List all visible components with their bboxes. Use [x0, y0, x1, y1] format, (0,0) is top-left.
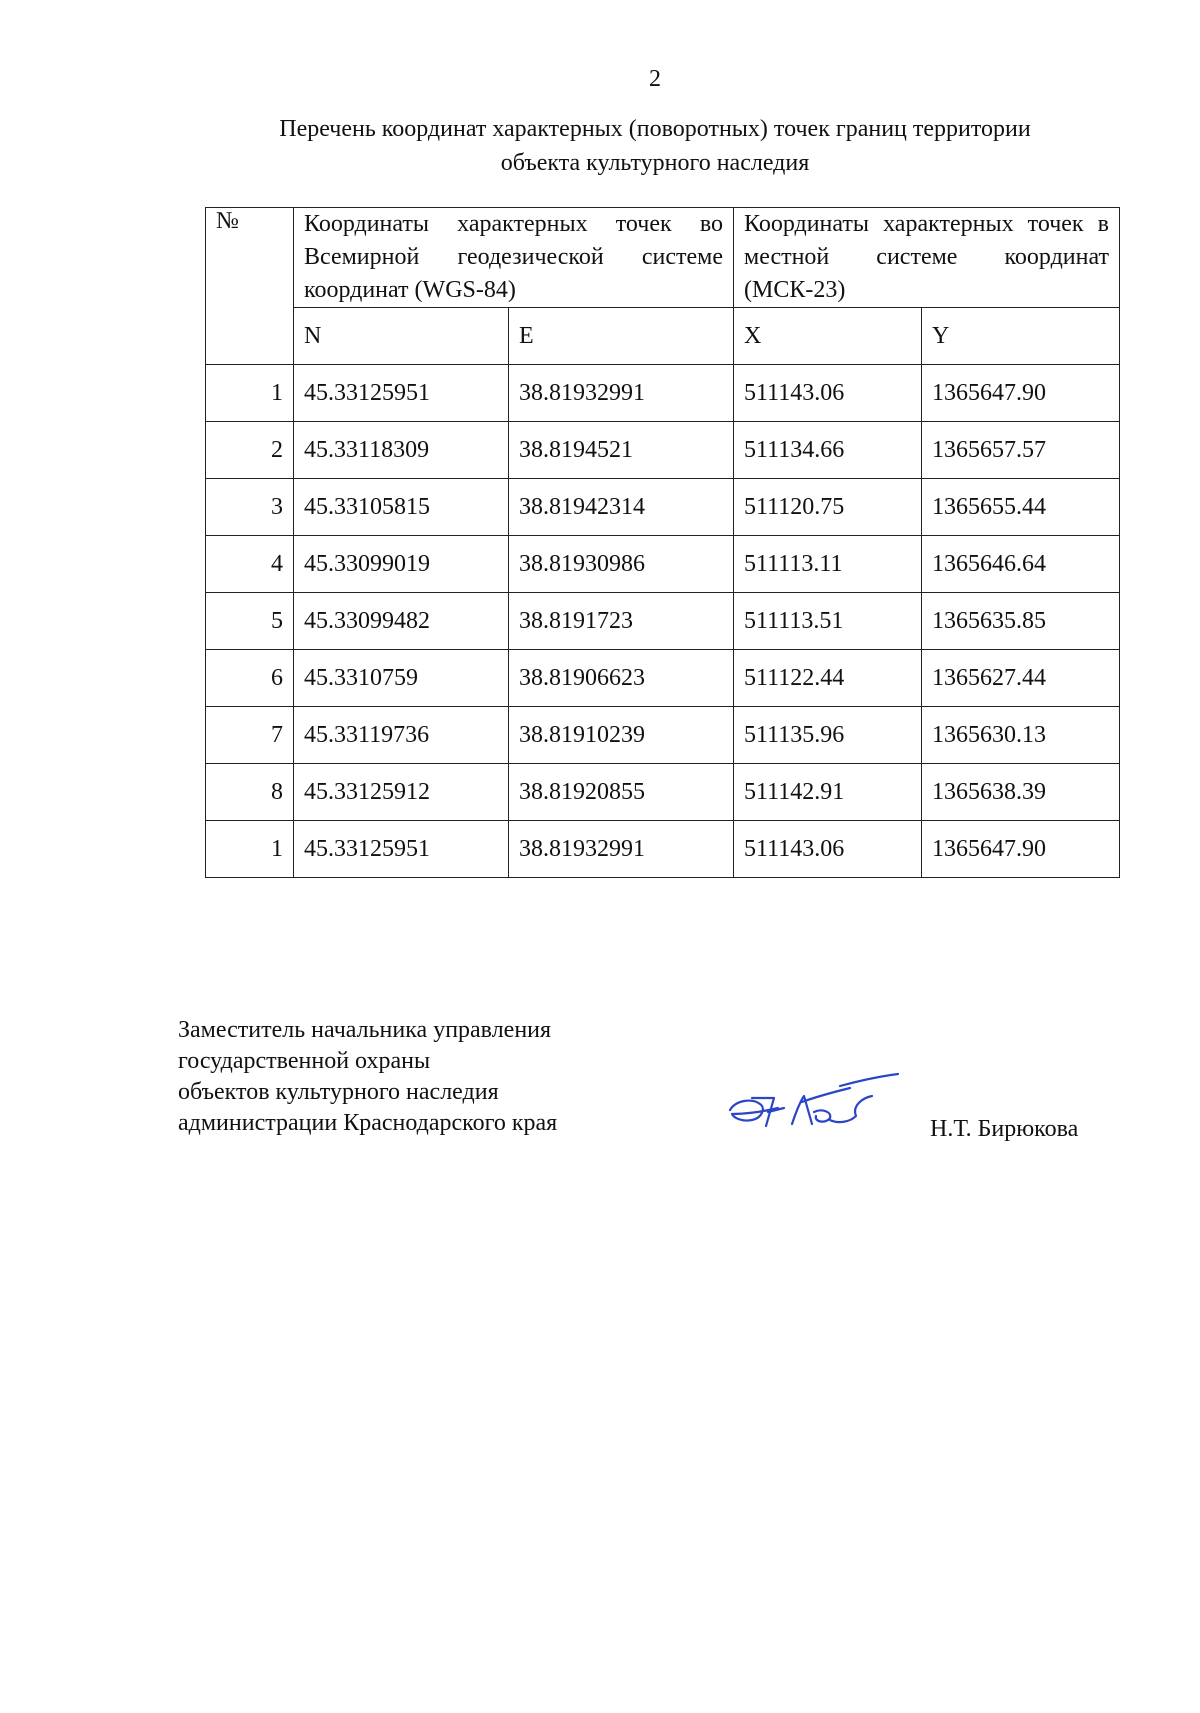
position-line: объектов культурного наследия	[178, 1079, 499, 1105]
header-y: Y	[922, 308, 1120, 365]
cell-n: 45.33125951	[294, 821, 509, 878]
table-row	[206, 650, 1120, 707]
cell-x: 511122.44	[734, 650, 922, 707]
cell-e: 38.81906623	[509, 650, 734, 707]
table-row	[206, 536, 1120, 593]
table-row	[206, 365, 1120, 422]
cell-y: 1365635.85	[922, 593, 1120, 650]
title-line-1: Перечень координат характерных (поворотных) точек границ территории	[279, 116, 1031, 142]
cell-x: 511143.06	[734, 365, 922, 422]
cell-x: 511120.75	[734, 479, 922, 536]
cell-e: 38.81910239	[509, 707, 734, 764]
table-row	[206, 764, 1120, 821]
title-line-2: объекта культурного наследия	[500, 150, 810, 176]
cell-e: 38.8194521	[509, 422, 734, 479]
cell-number: 1	[206, 821, 294, 878]
cell-number: 5	[206, 593, 294, 650]
cell-n: 45.33125951	[294, 365, 509, 422]
table-header-row	[206, 208, 1120, 308]
cell-y: 1365647.90	[922, 365, 1120, 422]
cell-n: 45.33119736	[294, 707, 509, 764]
cell-number: 8	[206, 764, 294, 821]
cell-n: 45.33118309	[294, 422, 509, 479]
cell-e: 38.8191723	[509, 593, 734, 650]
page-number: 2	[649, 66, 661, 92]
table-row	[206, 422, 1120, 479]
table-row	[206, 479, 1120, 536]
cell-number: 4	[206, 536, 294, 593]
cell-e: 38.81942314	[509, 479, 734, 536]
cell-x: 511142.91	[734, 764, 922, 821]
cell-number: 3	[206, 479, 294, 536]
table-subheader-row	[206, 308, 1120, 365]
cell-n: 45.33105815	[294, 479, 509, 536]
cell-x: 511135.96	[734, 707, 922, 764]
table-row	[206, 593, 1120, 650]
cell-y: 1365655.44	[922, 479, 1120, 536]
header-number: №	[206, 208, 294, 365]
cell-e: 38.81932991	[509, 821, 734, 878]
document-title	[180, 112, 1130, 180]
cell-y: 1365647.90	[922, 821, 1120, 878]
cell-number: 2	[206, 422, 294, 479]
table-row	[206, 707, 1120, 764]
header-x: X	[734, 308, 922, 365]
cell-x: 511143.06	[734, 821, 922, 878]
cell-e: 38.81932991	[509, 365, 734, 422]
cell-n: 45.33125912	[294, 764, 509, 821]
header-wgs-group: Координаты характерных точек во Всемирной геодезической системе координат (WGS-84)	[294, 208, 734, 308]
header-n: N	[294, 308, 509, 365]
header-msk-group: Координаты характерных точек в местной системе координат (МСК-23)	[734, 208, 1120, 308]
cell-y: 1365657.57	[922, 422, 1120, 479]
cell-y: 1365638.39	[922, 764, 1120, 821]
handwritten-signature	[722, 1068, 902, 1144]
cell-number: 7	[206, 707, 294, 764]
header-e: E	[509, 308, 734, 365]
cell-n: 45.33099482	[294, 593, 509, 650]
signatory-position	[178, 1015, 557, 1139]
position-line: государственной охраны	[178, 1048, 431, 1074]
cell-y: 1365646.64	[922, 536, 1120, 593]
cell-x: 511113.11	[734, 536, 922, 593]
cell-x: 511134.66	[734, 422, 922, 479]
cell-n: 45.33099019	[294, 536, 509, 593]
table-row	[206, 821, 1120, 878]
cell-y: 1365630.13	[922, 707, 1120, 764]
coordinates-table	[205, 207, 1120, 878]
cell-e: 38.81920855	[509, 764, 734, 821]
cell-n: 45.3310759	[294, 650, 509, 707]
cell-number: 1	[206, 365, 294, 422]
position-line: Заместитель начальника управления	[178, 1017, 552, 1043]
cell-number: 6	[206, 650, 294, 707]
cell-e: 38.81930986	[509, 536, 734, 593]
cell-x: 511113.51	[734, 593, 922, 650]
signature-strokes	[730, 1074, 898, 1126]
position-line: администрации Краснодарского края	[178, 1110, 558, 1136]
signer-name: Н.Т. Бирюкова	[930, 1116, 1079, 1142]
cell-y: 1365627.44	[922, 650, 1120, 707]
